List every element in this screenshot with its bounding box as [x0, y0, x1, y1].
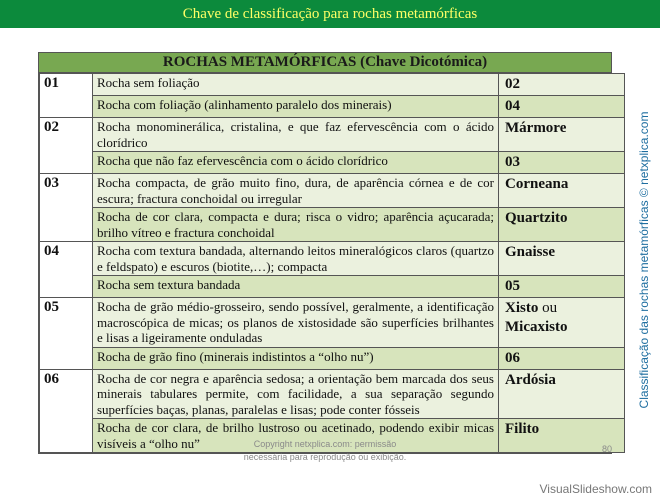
copyright-notice — [200, 438, 450, 464]
step-result: 05 — [499, 276, 625, 298]
step-description: Rocha monominerálica, cristalina, e que faz efervescência com o ácido clorídrico — [93, 118, 499, 152]
step-result: Quartzito — [499, 208, 625, 242]
table-row — [40, 369, 625, 419]
step-result: Filito — [499, 419, 625, 453]
table-row — [40, 96, 625, 118]
step-number: 05 — [40, 298, 93, 370]
step-description: Rocha sem foliação — [93, 74, 499, 96]
site-watermark: VisualSlideshow.com — [539, 482, 652, 496]
copyright-line-2: necessária para reprodução ou exibição. — [243, 452, 407, 462]
table-row — [40, 208, 625, 242]
table-row — [40, 152, 625, 174]
table-row — [40, 298, 625, 348]
copyright-line-1: Copyright netxplica.com: permissão — [253, 439, 397, 449]
table-title: ROCHAS METAMÓRFICAS (Chave Dicotómica) — [39, 53, 611, 73]
table-row — [40, 174, 625, 208]
step-description: Rocha que não faz efervescência com o ácido clorídrico — [93, 152, 499, 174]
step-result-multi — [499, 298, 625, 348]
table-row — [40, 74, 625, 96]
step-number: 03 — [40, 174, 93, 242]
table-row — [40, 276, 625, 298]
dichotomous-key-table — [38, 52, 612, 454]
step-result: Ardósia — [499, 369, 625, 419]
step-result: Mármore — [499, 118, 625, 152]
key-grid — [39, 73, 625, 453]
step-description: Rocha de grão médio-grosseiro, sendo possível, geralmente, a identificação macroscópica de micas; os planos de xistosidade são superfícies brilhantes e lisas a ligeiramente onduladas — [93, 298, 499, 348]
step-number: 02 — [40, 118, 93, 174]
step-result: Corneana — [499, 174, 625, 208]
step-number: 04 — [40, 242, 93, 298]
step-description: Rocha com foliação (alinhamento paralelo dos minerais) — [93, 96, 499, 118]
page-number: 80 — [602, 444, 613, 454]
step-result: 06 — [499, 347, 625, 369]
step-description: Rocha de grão fino (minerais indistintos a “olho nu”) — [93, 347, 499, 369]
step-result: Gnaisse — [499, 242, 625, 276]
step-description: Rocha de cor clara, compacta e dura; risca o vidro; aparência açucarada; brilho vítreo e fractura conchoidal — [93, 208, 499, 242]
slide-title: Chave de classificação para rochas metamórficas — [182, 6, 478, 22]
table-row — [40, 118, 625, 152]
step-description: Rocha sem textura bandada — [93, 276, 499, 298]
vertical-side-caption: Classificação das rochas metamórficas © netxplica.com — [637, 111, 651, 409]
step-description: Rocha com textura bandada, alternando leitos mineralógicos claros (quartzo e feldspato) e escuros (biotite,…); compacta — [93, 242, 499, 276]
result-xisto: Xisto — [505, 300, 539, 316]
step-description: Rocha de cor clara, de brilho lustroso ou acetinado, podendo exibir micas visíveis a “olho nu” — [93, 419, 499, 453]
table-row — [40, 242, 625, 276]
step-description: Rocha compacta, de grão muito fino, dura, de aparência córnea e de cor escura; fractura conchoidal ou irregular — [93, 174, 499, 208]
step-result: 03 — [499, 152, 625, 174]
step-number: 06 — [40, 369, 93, 453]
step-description: Rocha de cor negra e aparência sedosa; a orientação bem marcada dos seus minerais tabulares permite, com facilidade, a sua separação segundo superfícies baças, planas, paralelas e lisas; pode conter fósseis — [93, 369, 499, 419]
slide-header — [0, 0, 660, 28]
table-row — [40, 347, 625, 369]
result-conjunction: ou — [542, 300, 558, 316]
result-micaxisto: Micaxisto — [505, 319, 568, 335]
step-result: 04 — [499, 96, 625, 118]
step-number: 01 — [40, 74, 93, 118]
step-result: 02 — [499, 74, 625, 96]
